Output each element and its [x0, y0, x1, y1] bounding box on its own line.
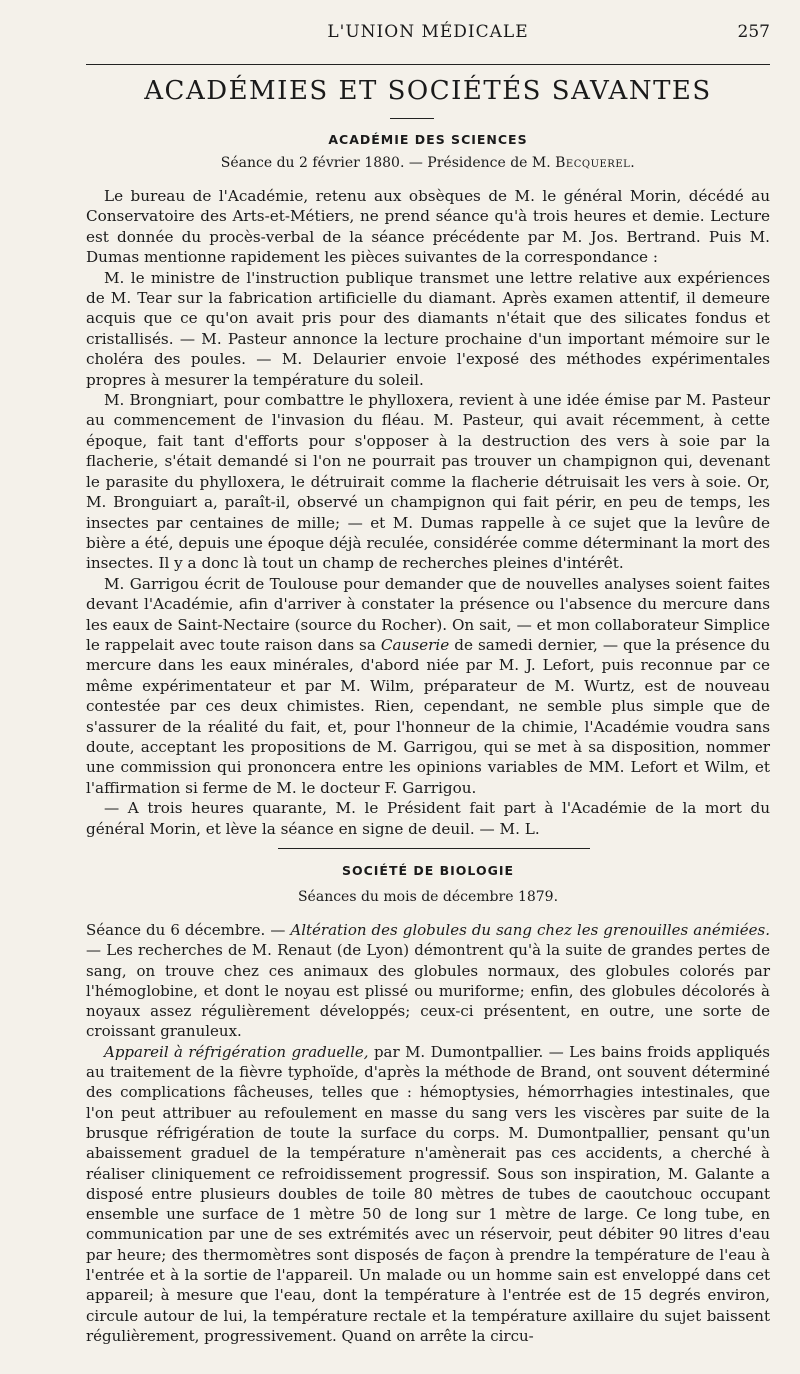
article-text: par M. Dumontpallier. — Les bains froids appliqués au traitement de la fièvre typhoïde, d'après la méthode de Brand, ont souvent déterminé des complications fâcheuses, telles que : hémoptysies, hémorrhagies intestinales, que l'on peut attribuer au refoulement en masse du sang vers les viscères par suite de la brusque réfrigération de toute la surface du corps. M. Dumontpallier, pensant qu'un abaissement graduel de la température n'amènerait pas ces accidents, a cherché à réaliser cliniquement ce refroidissement progressif. Sous son inspiration, M. Galante a disposé entre plusieurs doubles de toile 80 mètres de tubes de caoutchouc occupant ensemble une surface de 1 mètre 50 de long sur 1 mètre de large. Ce long tube, en communication par une de ses extrémités avec un réservoir, peut débiter 90 litres d'eau par heure; des thermomètres sont disposés de façon à prendre la température de l'eau à l'entrée et à la sortie de l'appareil. Un malade ou un homme sain est enveloppé dans cet appareil; à mesure que l'eau, dont la température à l'entrée est de 15 degrés environ, circule autour de lui, la température rectale et la température axillaire du sujet baissent régulièrement, progressivement. Quand on arrête la circu- [86, 1042, 770, 1345]
article-title: Altération des globules du sang chez les grenouilles anémiées. [290, 921, 770, 939]
garrigou-text-part1: M. Garrigou écrit de Toulouse pour demander que de nouvelles analyses soient faites devant l'Académie, afin d'arriver à constater la présence ou l'absence du mercure dans les eaux de Saint-Nectaire (source du Rocher). On sait, — et mon collaborateur Simplice le rappelait avec toute raison dans sa [86, 574, 770, 654]
academie-paragraph: M. Brongniart, pour combattre le phylloxera, revient à une idée émise par M. Pasteur au commencement de l'invasion du fléau. M. Pasteur, qui avait récemment, à cette époque, fait tant d'efforts pour s'opposer à la destruction des vers à soie par la flacherie, s'était demandé si l'on ne pourrait pas trouver un champignon qui, devenant le parasite du phylloxera, le détruirait comme la flacherie détruisait les vers à soie. Or, M. Bronguiart a, paraît-il, observé un champignon qui fait périr, en peu de temps, les insectes par centaines de mille; — et M. Dumas rappelle à ce sujet que la levûre de bière a été, depuis une époque déjà reculée, considérée comme déterminant la mort des insectes. Il y a donc là tout un champ de recherches pleines d'intérêt. [86, 391, 770, 573]
article-text: — Les recherches de M. Renaut (de Lyon) démontrent qu'à la suite de grandes pertes de sang, on trouve chez ces animaux des globules normaux, des globules colorés par l'hémoglobine, et dont le noyau est plissé ou muriforme; enfin, des globules décolorés à noyaux assez régulièrement développés; ceux-ci présentent, en outre, une sorte de croissant granuleux. [86, 941, 770, 1041]
section-divider [278, 848, 590, 849]
running-head [86, 22, 770, 48]
biologie-body [86, 920, 770, 1346]
article-title: Appareil à réfrigération graduelle, [104, 1042, 369, 1061]
title-divider [390, 118, 434, 119]
academie-session-text: Séance du 2 février 1880. — Présidence de M. [220, 155, 551, 171]
biologie-heading: SOCIÉTÉ DE BIOLOGIE [341, 863, 515, 878]
academie-paragraph: M. le ministre de l'instruction publique transmet une lettre relative aux expériences de M. Tear sur la fabrication artificielle du diamant. Après examen attentif, il demeure acquis que ce qu'on avait pris pour des diamants n'était que des silicates fondus et cristallisés. — M. Pasteur annonce la lecture prochaine d'un important mémoire sur le choléra des poules. — M. Delaurier envoie l'exposé des méthodes expérimentales propres à mesurer la température du soleil. [86, 268, 770, 389]
academie-paragraph [86, 574, 770, 798]
academie-president: Becquerel. [555, 155, 636, 171]
section-title: ACADÉMIES ET SOCIÉTÉS SAVANTES [144, 76, 712, 106]
academie-body [86, 186, 770, 839]
header-rule [86, 64, 770, 65]
academie-heading: ACADÉMIE DES SCIENCES [328, 132, 528, 147]
seance-date: Séance du 6 décembre. — [86, 921, 286, 939]
garrigou-text-part2: de samedi dernier, — que la présence du mercure dans les eaux minérales, d'abord niée par M. J. Lefort, puis reconnue par ce même expérimentateur et par M. Wilm, préparateur de M. Wurtz, est de nouveau contestée par ces deux chimistes. Rien, cependant, ne semble plus simple que de s'assurer de la réalité du fait, et, pour l'honneur de la chimie, l'Académie voudra sans doute, acceptant les propositions de M. Garrigou, qui se met à sa disposition, nommer une commission qui prononcera entre les opinions variables de MM. Lefort et Wilm, et l'affirmation si ferme de M. le docteur F. Garrigou. [86, 635, 770, 797]
running-title: L'UNION MÉDICALE [327, 22, 529, 42]
causerie-term: Causerie [380, 635, 450, 654]
academie-paragraph: Le bureau de l'Académie, retenu aux obsèques de M. le général Morin, décédé au Conservatoire des Arts-et-Métiers, ne prend séance qu'à trois heures et demie. Lecture est donnée du procès-verbal de la séance précédente par M. Jos. Bertrand. Puis M. Dumas mentionne rapidement les pièces suivantes de la correspondance : [86, 187, 770, 267]
academie-paragraph: — A trois heures quarante, M. le Président fait part à l'Académie de la mort du général Morin, et lève la séance en signe de deuil. — M. L. [86, 799, 770, 838]
biologie-paragraph [86, 1042, 770, 1346]
biologie-session-line: Séances du mois de décembre 1879. [297, 889, 559, 905]
academie-session-line [86, 155, 770, 171]
biologie-paragraph [86, 920, 770, 1042]
page-number: 257 [737, 22, 770, 42]
